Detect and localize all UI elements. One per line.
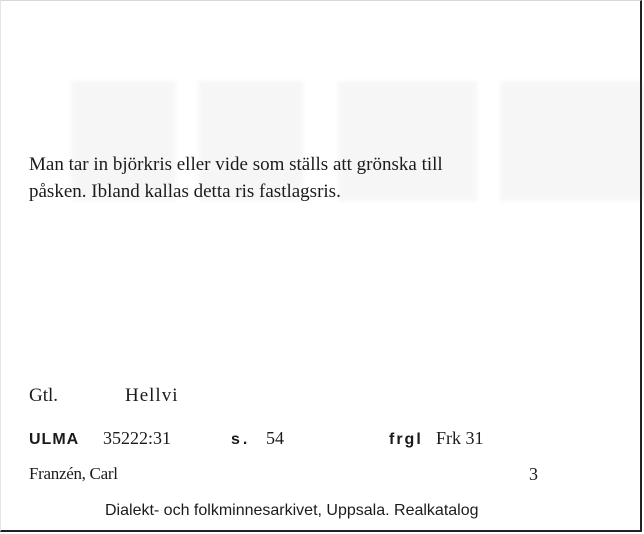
ulma-row [1,428,644,454]
archive-footer: Dialekt- och folkminnesarkivet, Uppsala. Realkatalog [105,502,479,519]
gtl-value: Hellvi [125,385,179,406]
card-body-text [29,151,589,205]
ulma-label: ULMA [29,431,80,448]
ulma-value: 35222:31 [103,428,172,448]
frgl-value: Frk 31 [436,428,484,448]
body-line-2: påsken. Ibland kallas detta ris fastlagsris. [29,181,341,202]
s-value: 54 [266,428,284,448]
frgl-label: frgl [389,431,423,448]
card-number: 3 [529,464,538,484]
gtl-label: Gtl. [29,385,59,406]
body-line-1: Man tar in björkris eller vide som ställs att grönska till [29,154,443,175]
s-label: s. [231,431,251,448]
author-name: Franzén, Carl [29,464,118,483]
